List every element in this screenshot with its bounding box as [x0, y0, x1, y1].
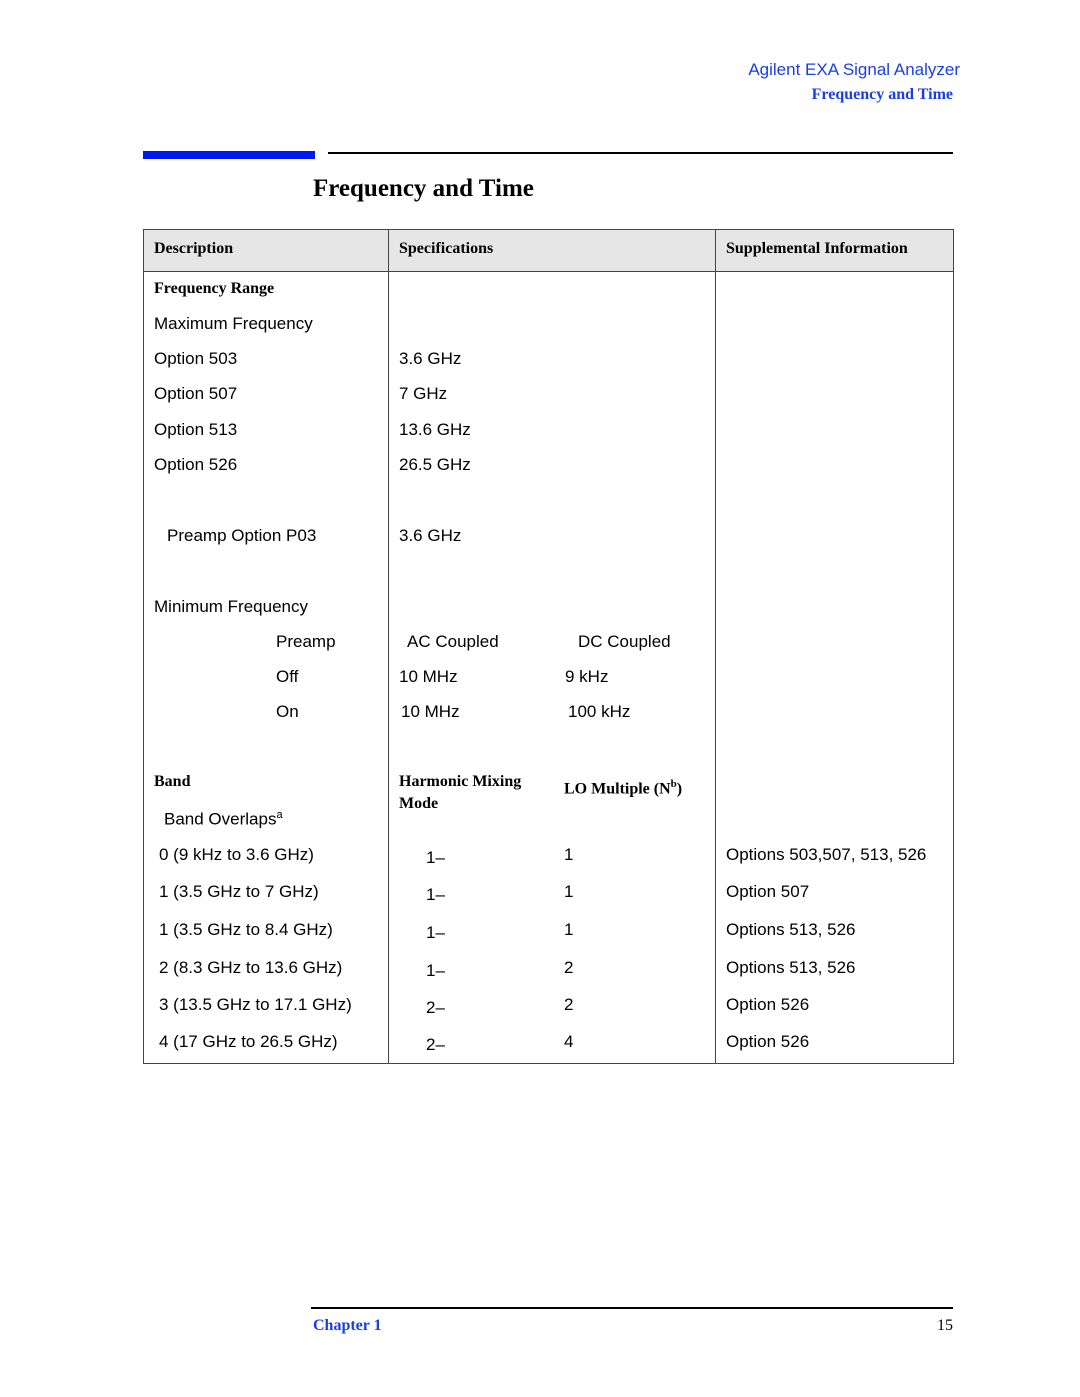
option-label: Option 513 — [154, 420, 238, 439]
option-label: Option 526 — [154, 455, 238, 474]
min-table-ac: 10 MHz — [401, 702, 460, 721]
lo-multiple-text: LO Multiple (N — [564, 780, 671, 798]
preamp-option-label: Preamp Option P03 — [167, 526, 317, 545]
lo-multiple-close: ) — [676, 780, 683, 798]
footnote-marker-a: a — [276, 809, 283, 821]
band-row-mode: 2– — [426, 1035, 445, 1054]
page-number: 15 — [937, 1317, 953, 1334]
title-accent-bar — [143, 151, 315, 159]
lo-multiple-heading — [564, 778, 682, 798]
band-row-lo: 2 — [564, 958, 574, 977]
band-overlaps-label — [164, 809, 283, 830]
option-label: Option 503 — [154, 349, 238, 368]
min-table-header-dc: DC Coupled — [578, 632, 671, 651]
frequency-range-heading: Frequency Range — [154, 280, 275, 297]
band-row-info: Option 526 — [726, 995, 810, 1014]
band-heading: Band — [154, 773, 191, 790]
option-spec: 7 GHz — [399, 384, 448, 403]
min-table-preamp: Off — [276, 667, 299, 686]
preamp-option-spec: 3.6 GHz — [399, 526, 462, 545]
running-header-section: Frequency and Time — [811, 86, 953, 103]
band-row-mode: 1– — [426, 848, 445, 867]
max-frequency-label: Maximum Frequency — [154, 314, 313, 333]
band-row-info: Options 503,507, 513, 526 — [726, 845, 927, 864]
harmonic-mixing-heading-line2: Mode — [399, 795, 439, 812]
band-row-lo: 1 — [564, 920, 574, 939]
running-header-product: Agilent EXA Signal Analyzer — [748, 60, 960, 79]
band-row-lo: 4 — [564, 1032, 574, 1051]
min-table-header-preamp: Preamp — [276, 632, 336, 651]
column-divider-1 — [388, 229, 389, 1063]
harmonic-mixing-heading-line1: Harmonic Mixing — [399, 773, 522, 790]
option-spec: 26.5 GHz — [399, 455, 471, 474]
page-title: Frequency and Time — [313, 175, 534, 202]
min-table-dc: 9 kHz — [565, 667, 609, 686]
min-table-ac: 10 MHz — [399, 667, 458, 686]
band-row-band: 0 (9 kHz to 3.6 GHz) — [159, 845, 314, 864]
band-row-band: 1 (3.5 GHz to 8.4 GHz) — [159, 920, 333, 939]
band-row-info: Options 513, 526 — [726, 920, 856, 939]
title-rule — [328, 152, 953, 154]
option-spec: 13.6 GHz — [399, 420, 471, 439]
band-row-info: Option 507 — [726, 882, 810, 901]
band-row-info: Options 513, 526 — [726, 958, 856, 977]
band-row-band: 1 (3.5 GHz to 7 GHz) — [159, 882, 319, 901]
footer-rule — [311, 1307, 953, 1309]
column-header-specifications: Specifications — [399, 240, 494, 257]
min-table-preamp: On — [276, 702, 299, 721]
column-header-description: Description — [154, 240, 234, 257]
band-row-lo: 2 — [564, 995, 574, 1014]
band-overlaps-text: Band Overlaps — [164, 809, 277, 829]
band-row-info: Option 526 — [726, 1032, 810, 1051]
min-table-header-ac: AC Coupled — [407, 632, 499, 651]
footer-chapter-link[interactable]: Chapter 1 — [313, 1317, 382, 1334]
band-row-lo: 1 — [564, 845, 574, 864]
band-row-band: 2 (8.3 GHz to 13.6 GHz) — [159, 958, 343, 977]
footnote-marker-b: b — [670, 778, 677, 790]
band-row-lo: 1 — [564, 882, 574, 901]
band-row-band: 4 (17 GHz to 26.5 GHz) — [159, 1032, 338, 1051]
column-header-supplemental: Supplemental Information — [726, 240, 908, 257]
band-row-mode: 1– — [426, 885, 445, 904]
min-frequency-label: Minimum Frequency — [154, 597, 308, 616]
column-divider-2 — [715, 229, 716, 1063]
option-spec: 3.6 GHz — [399, 349, 462, 368]
min-table-dc: 100 kHz — [568, 702, 631, 721]
band-row-mode: 1– — [426, 923, 445, 942]
band-row-band: 3 (13.5 GHz to 17.1 GHz) — [159, 995, 352, 1014]
option-label: Option 507 — [154, 384, 238, 403]
band-row-mode: 1– — [426, 961, 445, 980]
band-row-mode: 2– — [426, 998, 445, 1017]
